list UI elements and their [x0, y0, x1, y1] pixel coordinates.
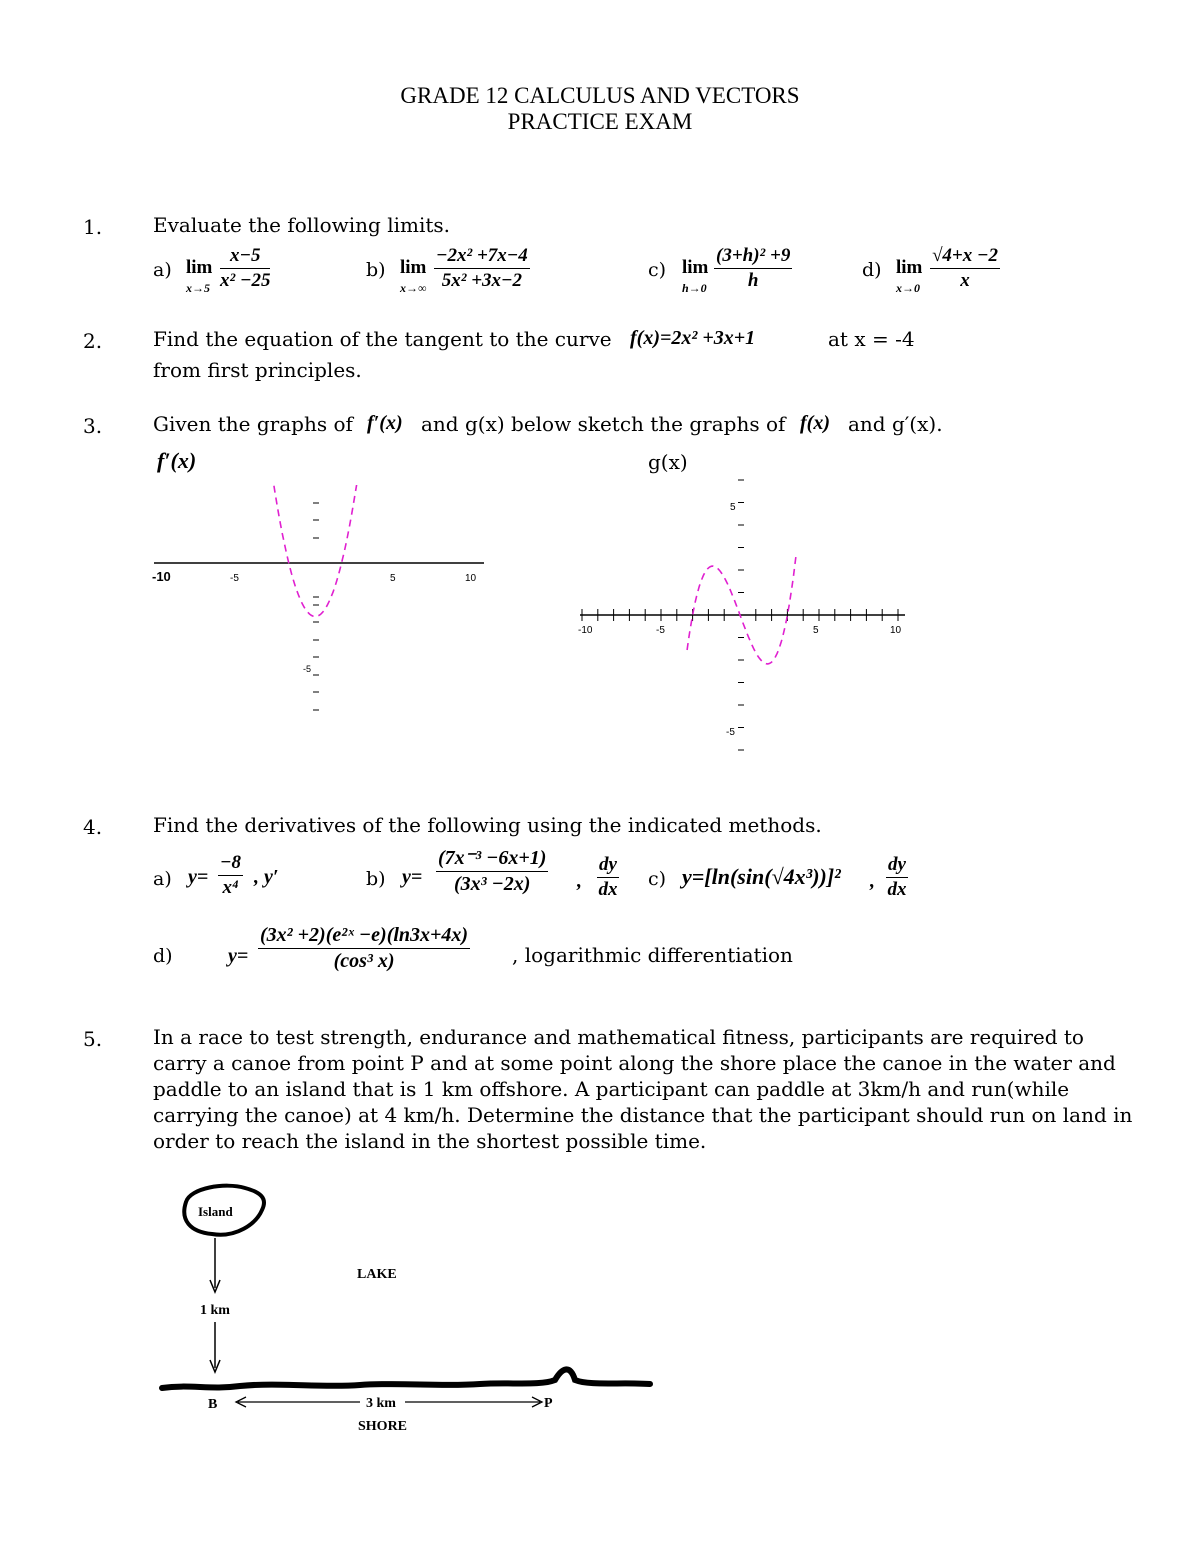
q4d-fraction — [258, 924, 470, 973]
lake-label: LAKE — [357, 1267, 397, 1282]
q4c-dx: dx — [887, 879, 907, 900]
canoe-diagram — [150, 1180, 670, 1440]
q1b-lim: lim — [400, 257, 427, 278]
q4b-label: b) — [366, 868, 386, 890]
q1c-lim: lim — [682, 257, 709, 278]
q4c-label: c) — [648, 868, 667, 890]
q4b-denominator: (3x³ −2x) — [453, 873, 531, 895]
fprime-tick-neg10: -10 — [152, 569, 171, 584]
g-curve — [687, 555, 796, 664]
q1c-denominator: h — [747, 270, 759, 291]
q3-text-3: and g′(x). — [848, 412, 943, 436]
q4b-dy: dy — [597, 854, 619, 878]
q1a-lim-sub: x→5 — [186, 281, 210, 295]
fprime-tick-10: 10 — [465, 573, 477, 584]
q4d-numerator: (3x² +2)(e²ˣ −e)(ln3x+4x) — [258, 924, 470, 949]
q1d-label: d) — [862, 259, 882, 281]
q4a-y: y= — [188, 866, 209, 888]
g-tick-neg5: -5 — [656, 625, 665, 636]
shoreline — [162, 1369, 650, 1388]
point-b-label: B — [208, 1397, 218, 1412]
q4c-comma: , — [870, 870, 875, 892]
q4a-label: a) — [153, 868, 172, 890]
q2-text: Find the equation of the tangent to the curve — [153, 327, 612, 351]
q3-f: f(x) — [800, 412, 830, 434]
q1c-fraction — [714, 245, 792, 292]
q3-text-1: Given the graphs of — [153, 412, 353, 436]
island-label: Island — [198, 1204, 233, 1219]
q4c-dydx — [886, 854, 908, 901]
q1b-label: b) — [366, 259, 386, 281]
q3-text-2: and g(x) below sketch the graphs of — [421, 412, 786, 436]
q4d-y: y= — [228, 945, 249, 967]
dist-3km-label: 3 km — [366, 1396, 396, 1411]
q5-number: 5. — [83, 1027, 103, 1051]
fprime-tick-neg5: -5 — [230, 573, 239, 584]
q1b-numerator: −2x² +7x−4 — [434, 245, 530, 269]
q1b-denominator: 5x² +3x−2 — [441, 270, 523, 291]
graph-right-label: g(x) — [648, 450, 688, 474]
q4d-denominator: (cos³ x) — [333, 950, 395, 972]
q1a-lim: lim — [186, 257, 213, 278]
graph-left-label: f′(x) — [157, 448, 197, 473]
q1a-label: a) — [153, 259, 172, 281]
g-tick-neg10: -10 — [578, 625, 593, 636]
shore-label: SHORE — [358, 1419, 408, 1434]
q1b-fraction — [434, 245, 530, 292]
q1-number: 1. — [83, 215, 103, 239]
exam-title: GRADE 12 CALCULUS AND VECTORS — [400, 83, 800, 108]
q1d-lim: lim — [896, 257, 923, 278]
q4a-numerator: −8 — [218, 852, 243, 876]
q2-text-line2: from first principles. — [153, 358, 362, 382]
fprime-ytick-neg5: -5 — [303, 664, 312, 674]
fprime-y-ticks — [313, 503, 319, 710]
dist-1km-label: 1 km — [200, 1303, 230, 1318]
q4b-dx: dx — [598, 879, 618, 900]
q1d-lim-sub: x→0 — [896, 281, 920, 295]
g-tick-10: 10 — [890, 625, 902, 636]
q4a-tail: , y′ — [254, 866, 279, 888]
q2-number: 2. — [83, 329, 103, 353]
q1-text: Evaluate the following limits. — [153, 213, 451, 237]
q3-number: 3. — [83, 414, 103, 438]
q1c-label: c) — [648, 259, 667, 281]
q4b-numerator: (7x⁻³ −6x+1) — [436, 845, 548, 872]
q4d-tail: , logarithmic differentiation — [512, 943, 793, 967]
fprime-tick-5: 5 — [390, 573, 396, 584]
g-ytick-neg5: -5 — [726, 727, 735, 738]
fprime-graph — [140, 485, 500, 760]
q1d-fraction — [930, 245, 1000, 292]
q4a-denominator: x⁴ — [222, 877, 239, 898]
q2-point: at x = -4 — [828, 327, 915, 351]
point-p-label: P — [544, 1396, 553, 1411]
q1c-numerator: (3+h)² +9 — [714, 245, 792, 269]
g-ytick-5: 5 — [730, 502, 736, 513]
q1d-denominator: x — [960, 270, 970, 291]
g-graph — [570, 470, 915, 765]
q1c-lim-sub: h→0 — [682, 281, 707, 295]
q4-number: 4. — [83, 815, 103, 839]
q1a-numerator: x−5 — [220, 245, 270, 269]
q4b-comma: , — [577, 870, 582, 892]
q3-fprime: f′(x) — [367, 412, 403, 434]
q4a-fraction — [218, 852, 243, 899]
q4d-label: d) — [153, 945, 173, 967]
q4c-expression: y=[ln(sin(√4x³))]² — [682, 864, 841, 889]
q5-text: In a race to test strength, endurance and mathematical fitness, participants are required to carry a canoe from point P and at some point along the shore place the canoe in the water and paddle to an island that is 1 km offshore. A participant can paddle at 3km/h and run(while carrying the canoe) at 4 km/h. Determine the distance that the participant should run on land in order to reach the island in the shortest possible time. — [153, 1025, 1133, 1153]
q4b-fraction — [436, 845, 548, 896]
q1b-lim-sub: x→∞ — [400, 281, 427, 295]
q1a-denominator: x² −25 — [220, 270, 271, 291]
q1a-fraction — [220, 245, 270, 292]
g-tick-5: 5 — [813, 625, 819, 636]
exam-subtitle: PRACTICE EXAM — [507, 109, 693, 134]
q4c-dy: dy — [886, 854, 908, 878]
q2-function: f(x)=2x² +3x+1 — [630, 327, 756, 349]
q4b-y: y= — [402, 866, 423, 888]
q1d-numerator: √4+x −2 — [930, 245, 1000, 269]
q4b-dydx — [597, 854, 619, 901]
q4-text: Find the derivatives of the following using the indicated methods. — [153, 813, 822, 837]
